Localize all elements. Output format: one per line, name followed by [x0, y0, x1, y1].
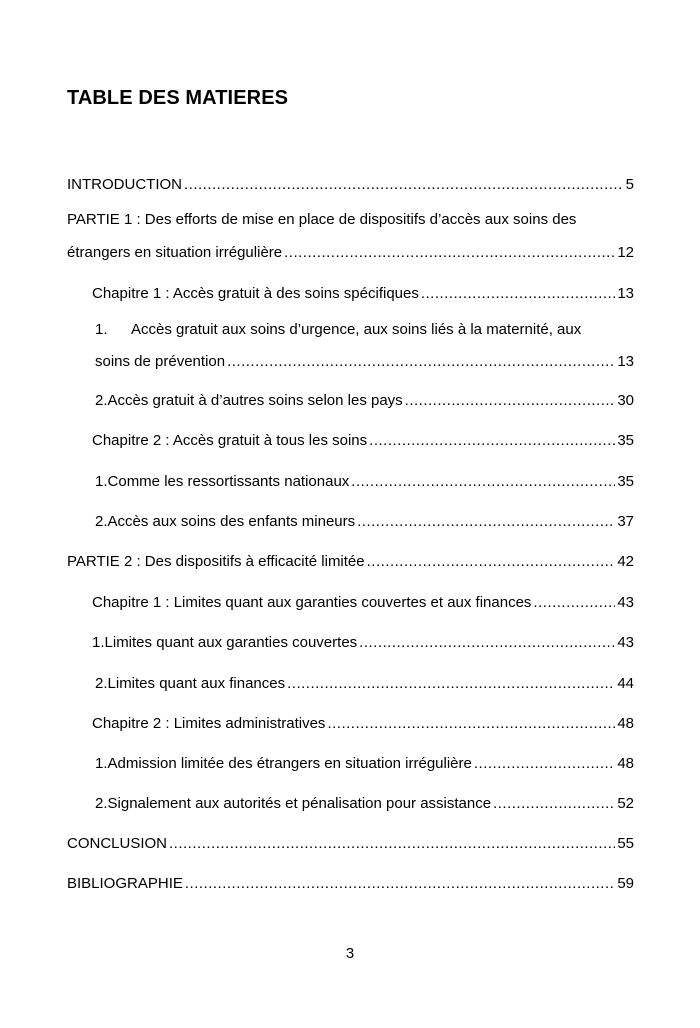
toc-leader-dots [369, 431, 615, 451]
toc-leader-dots [351, 472, 615, 492]
toc-entry-page: 42 [617, 553, 634, 570]
toc-entry-text: Limites quant aux garanties couvertes [104, 634, 358, 651]
toc-entry-number: 2. [95, 513, 108, 530]
toc-leader-dots [533, 593, 615, 613]
toc-entry-page: 43 [617, 634, 634, 651]
toc-leader-dots [405, 391, 616, 411]
toc-entry-number: 1. [95, 321, 108, 338]
toc-entry-partie2-chapitre-1[interactable] [92, 593, 634, 613]
toc-leader-dots [357, 512, 615, 532]
toc-entry-bibliographie[interactable] [67, 874, 634, 894]
toc-entry-page: 37 [617, 513, 634, 530]
toc-entry-text: Accès gratuit à d’autres soins selon les pays [107, 392, 403, 409]
toc-entry-text-line1: PARTIE 1 : Des efforts de mise en place de dispositifs d’accès aux soins des [67, 211, 577, 228]
toc-entry-text: CONCLUSION [67, 835, 168, 852]
toc-entry-page: 12 [617, 244, 634, 261]
toc-entry-page: 55 [617, 835, 634, 852]
toc-entry-page: 5 [625, 176, 634, 193]
toc-entry-page: 35 [617, 432, 634, 449]
toc-leader-dots [284, 243, 615, 263]
toc-entry-text: PARTIE 2 : Des dispositifs à efficacité limitée [67, 553, 365, 570]
toc-entry-section-4-1[interactable] [95, 754, 634, 774]
toc-entry-text: Comme les ressortissants nationaux [107, 473, 350, 490]
toc-entry-text: Chapitre 1 : Limites quant aux garanties couvertes et aux finances [92, 594, 532, 611]
toc-leader-dots [327, 714, 615, 734]
toc-leader-dots [185, 874, 615, 894]
toc-entry-section-3-2[interactable] [95, 674, 634, 694]
toc-entry-text: BIBLIOGRAPHIE [67, 875, 183, 892]
toc-entry-page: 48 [617, 755, 634, 772]
toc-leader-dots [474, 754, 615, 774]
toc-entry-number: 1. [92, 634, 105, 651]
toc-entry-number: 2. [95, 675, 108, 692]
toc-entry-page: 59 [617, 875, 634, 892]
toc-entry-text: Chapitre 2 : Limites administratives [92, 715, 326, 732]
toc-entry-text: Chapitre 2 : Accès gratuit à tous les soins [92, 432, 368, 449]
toc-entry-text: étrangers en situation irrégulière [67, 244, 283, 261]
toc-leader-dots [421, 284, 615, 304]
toc-entry-text: INTRODUCTION [67, 176, 182, 193]
toc-entry-section-2-1[interactable] [95, 472, 634, 492]
toc-entry-section-2-2[interactable] [95, 512, 634, 532]
toc-entry-text: soins de prévention [95, 353, 226, 370]
toc-entry-section-4-2[interactable] [95, 794, 634, 814]
toc-entry-number: 1. [95, 755, 108, 772]
toc-leader-dots [184, 175, 624, 195]
toc-leader-dots [493, 794, 615, 814]
toc-entry-partie1-chapitre-2[interactable] [92, 431, 634, 451]
toc-entry-section-3-1[interactable] [92, 633, 634, 653]
toc-entry-page: 43 [617, 594, 634, 611]
toc-entry-text: Chapitre 1 : Accès gratuit à des soins spécifiques [92, 285, 419, 302]
toc-entry-page: 44 [617, 675, 634, 692]
toc-entry-number: 2. [95, 795, 108, 812]
toc-entry-page: 35 [617, 473, 634, 490]
toc-entry-page: 48 [617, 715, 634, 732]
toc-entry-partie1-chapitre-1[interactable] [92, 284, 634, 304]
toc-entry-page: 13 [617, 353, 634, 370]
toc-title: TABLE DES MATIERES [67, 87, 289, 109]
toc-entry-section-1-1[interactable] [95, 320, 634, 372]
toc-leader-dots [359, 633, 615, 653]
toc-leader-dots [367, 552, 616, 572]
toc-entry-text: Limites quant aux finances [107, 675, 286, 692]
toc-entry-page: 52 [617, 795, 634, 812]
toc-entry-partie2-chapitre-2[interactable] [92, 714, 634, 734]
toc-leader-dots [227, 352, 615, 372]
toc-entry-partie-1[interactable] [67, 210, 634, 263]
toc-entry-number: 1. [95, 473, 108, 490]
toc-leader-dots [169, 834, 615, 854]
toc-entry-text: Admission limitée des étrangers en situation irrégulière [107, 755, 472, 772]
toc-leader-dots [287, 674, 615, 694]
toc-entry-introduction[interactable] [67, 175, 634, 195]
toc-entry-conclusion[interactable] [67, 834, 634, 854]
page-number: 3 [345, 945, 355, 962]
toc-entry-text: Accès aux soins des enfants mineurs [107, 513, 356, 530]
toc-entry-partie-2[interactable] [67, 552, 634, 572]
toc-entry-text-line1: Accès gratuit aux soins d’urgence, aux soins liés à la maternité, aux [131, 321, 582, 338]
toc-entry-number: 2. [95, 392, 108, 409]
toc-entry-section-1-2[interactable] [95, 391, 634, 411]
toc-entry-page: 13 [617, 285, 634, 302]
toc-entry-text: Signalement aux autorités et pénalisation pour assistance [107, 795, 492, 812]
toc-entry-page: 30 [617, 392, 634, 409]
